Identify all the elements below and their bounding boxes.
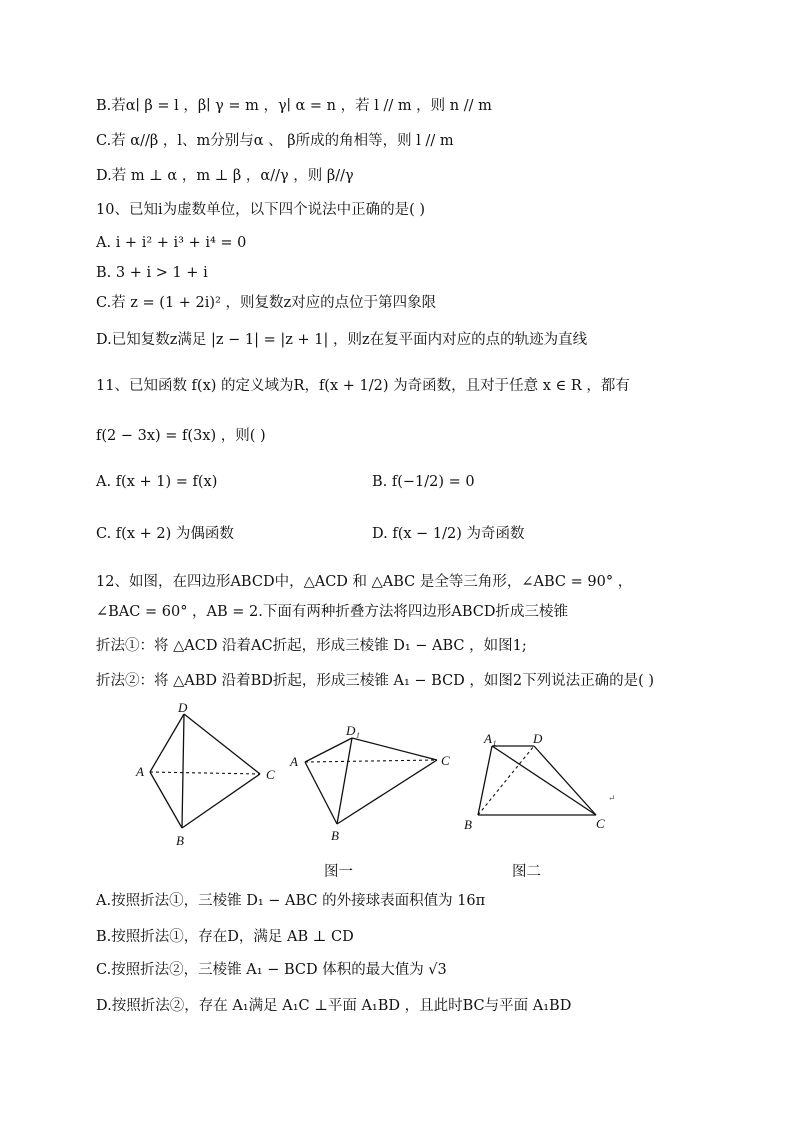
label-b: B — [331, 828, 339, 843]
q11-option-c: C. f(x + 2) 为偶函数 — [96, 526, 234, 542]
caption-figure-one: 图一 — [324, 864, 353, 880]
figure-one-pyramid — [285, 722, 460, 847]
label-a1: A₁ — [484, 731, 497, 746]
q12-option-b: B.按照折法①，存在D，满足 AB ⊥ CD — [96, 929, 354, 945]
q11-option-d: D. f(x − 1/2) 为奇函数 — [372, 526, 525, 542]
label-a: A — [290, 754, 298, 769]
q10-option-d: D.已知复数z满足 |z − 1| = |z + 1| ，则z在复平面内对应的点的轨迹为直线 — [96, 332, 588, 348]
q11-option-a: A. f(x + 1) = f(x) — [96, 474, 218, 490]
q12-option-a: A.按照折法①，三棱锥 D₁ − ABC 的外接球表面积值为 16π — [96, 893, 486, 909]
q10-stem: 10、已知i为虚数单位，以下四个说法中正确的是( ) — [96, 202, 426, 218]
q10-option-c: C.若 z = (1 + 2i)² ，则复数z对应的点位于第四象限 — [96, 295, 437, 311]
q12-stem: 12、如图，在四边形ABCD中，△ACD 和 △ABC 是全等三角形，∠ABC = 90° ， — [96, 574, 633, 590]
label-c: C — [441, 753, 450, 768]
return-mark: ↵ — [608, 793, 616, 803]
label-d: D — [178, 700, 188, 715]
q12-fold-method-2: 折法②：将 △ABD 沿着BD折起，形成三棱锥 A₁ − BCD ，如图2下列说法正确的是( ) — [96, 673, 655, 689]
label-a: A — [136, 764, 144, 779]
q11-option-b: B. f(−1/2) = 0 — [372, 474, 475, 490]
q12-stem-cont: ∠BAC = 60° ，AB = 2.下面有两种折叠方法将四边形ABCD折成三棱锥 — [96, 604, 568, 620]
q12-fold-method-1: 折法①：将 △ACD 沿着AC折起，形成三棱锥 D₁ − ABC ，如图1; — [96, 638, 527, 654]
caption-figure-two: 图二 — [512, 864, 541, 880]
q9-option-d: D.若 m ⊥ α ，m ⊥ β ，α//γ ，则 β//γ — [96, 168, 354, 184]
label-c: C — [596, 816, 605, 831]
q10-option-a: A. i + i² + i³ + i⁴ = 0 — [96, 235, 247, 251]
label-b: B — [176, 833, 184, 848]
label-c: C — [266, 767, 275, 782]
q11-stem-cont: f(2 − 3x) = f(3x) ，则( ) — [96, 428, 266, 444]
figure-two-pyramid — [460, 727, 630, 837]
q9-option-b: B.若α∣ β = l ，β∣ γ = m ，γ∣ α = n ，若 l // m ，则 n // m — [96, 98, 492, 114]
label-d: D — [533, 731, 543, 746]
label-b: B — [464, 817, 472, 832]
quadrilateral-figure — [130, 700, 290, 850]
q10-option-b: B. 3 + i > 1 + i — [96, 265, 208, 281]
label-d1: D₁ — [346, 723, 360, 738]
q12-option-c: C.按照折法②，三棱锥 A₁ − BCD 体积的最大值为 √3 — [96, 962, 447, 978]
q12-option-d: D.按照折法②，存在 A₁满足 A₁C ⊥平面 A₁BD ，且此时BC与平面 A₁BD — [96, 998, 572, 1014]
q9-option-c: C.若 α//β ，l、m分别与α 、 β所成的角相等，则 l // m — [96, 133, 454, 149]
q11-stem: 11、已知函数 f(x) 的定义域为R，f(x + 1/2) 为奇函数，且对于任意 x ∈ R ，都有 — [96, 378, 630, 394]
